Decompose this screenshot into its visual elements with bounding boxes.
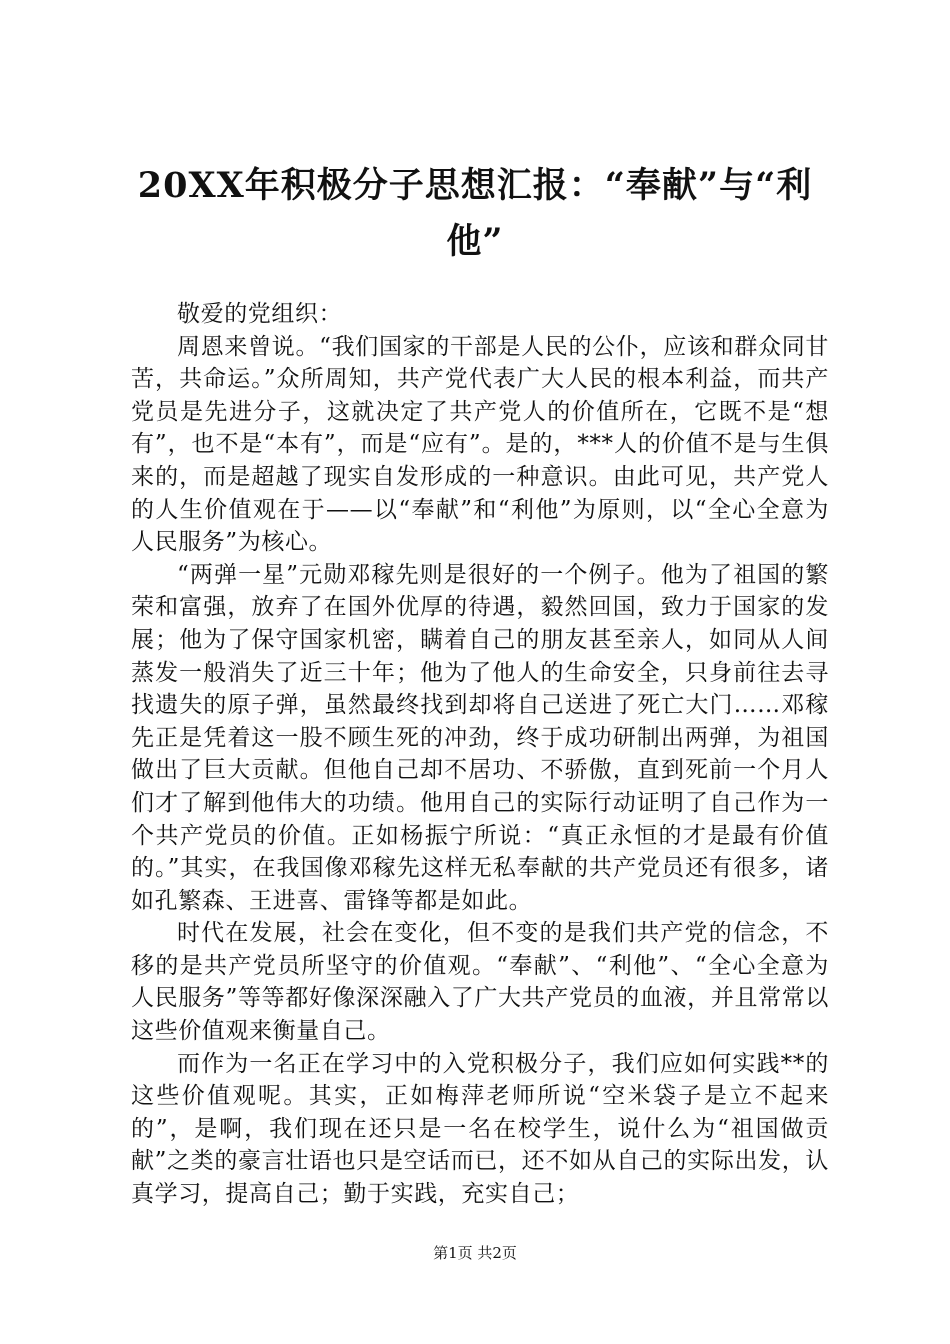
document-body (131, 298, 829, 1211)
paragraph-4: 而作为一名正在学习中的入党积极分子，我们应如何实践**的这些价值观呢。其实，正如梅萍老师所说“空米袋子是立不起来的”，是啊，我们现在还只是一名在校学生，说什么为“祖国做贡献”之类的豪言壮语也只是空话而已，还不如从自己的实际出发，认真学习，提高自己；勤于实践，充实自己； (131, 1050, 829, 1208)
page-footer (0, 1243, 950, 1263)
paragraph-2: “两弹一星”元勋邓稼先则是很好的一个例子。他为了祖国的繁荣和富强，放弃了在国外优厚的待遇，毅然回国，致力于国家的发展；他为了保守国家机密，瞒着自己的朋友甚至亲人，如同从人间蒸发一般消失了近三十年；他为了他人的生命安全，只身前往去寻找遗失的原子弹，虽然最终找到却将自己送进了死亡大门……邓稼先正是凭着这一股不顾生死的冲劲，终于成功研制出两弹，为祖国做出了巨大贡献。但他自己却不居功、不骄傲，直到死前一个月人们才了解到他伟大的功绩。他用自己的实际行动证明了自己作为一个共产党员的价值。正如杨振宁所说：“真正永恒的才是最有价值的。”其实，在我国像邓稼先这样无私奉献的共产党员还有很多，诸如孔繁森、王进喜、雷锋等都是如此。 (131, 561, 829, 914)
page-indicator: 第1页 共2页 (433, 1244, 517, 1262)
paragraph-1: 周恩来曾说。“我们国家的干部是人民的公仆，应该和群众同甘苦，共命运。”众所周知，共产党代表广大人民的根本利益，而共产党员是先进分子，这就决定了共产党人的价值所在，它既不是“想有”，也不是“本有”，而是“应有”。是的，***人的价值不是与生俱来的，而是超越了现实自发形成的一种意识。由此可见，共产党人的人生价值观在于——以“奉献”和“利他”为原则，以“全心全意为人民服务”为核心。 (131, 333, 829, 556)
document-title: 20XX年积极分子思想汇报：“奉献”与“利他” (137, 165, 813, 262)
paragraph-3: 时代在发展，社会在变化，但不变的是我们共产党的信念，不移的是共产党员所坚守的价值观。“奉献”、“利他”、“全心全意为人民服务”等等都好像深深融入了广大共产党员的血液，并且常常以这些价值观来衡量自己。 (131, 920, 829, 1045)
salutation: 敬爱的党组织： (177, 301, 343, 327)
